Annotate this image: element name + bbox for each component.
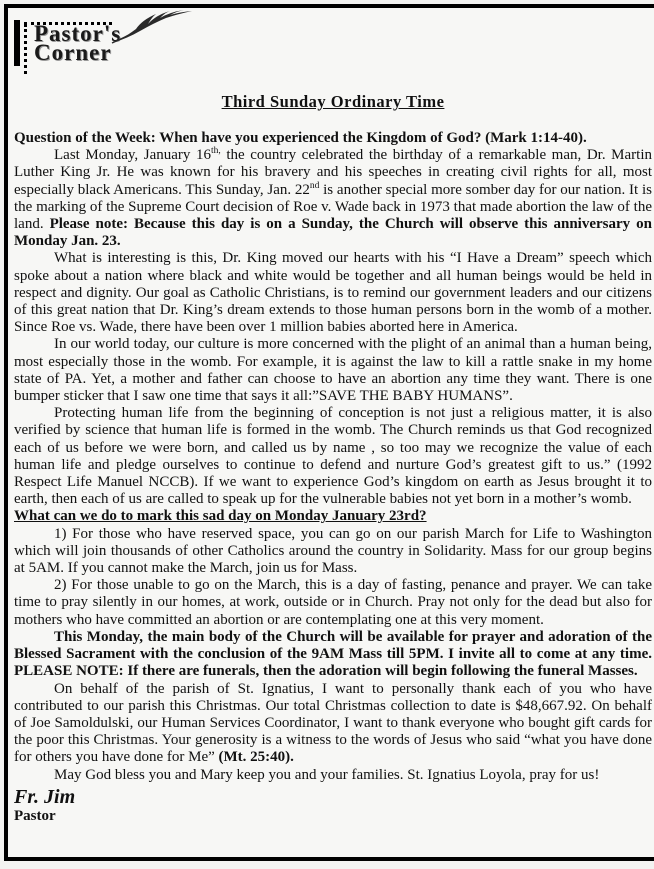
paragraph-blessing: May God bless you and Mary keep you and your families. St. Ignatius Loyola, pray for us! [54,766,600,783]
superscript-th: th, [211,146,221,157]
logo-text-line2: Corner [34,40,112,65]
subheading-sad-day: What can we do to mark this sad day on Monday January 23rd? [14,508,427,525]
paragraph-protecting-life: Protecting human life from the beginning of conception is not just a religious matter, it is also verified by science that human life is formed in the womb. The Church reminds us that God recognized each of us before we were born, and called us by name , so too may we recognize the value of each human life and pledge ourselves to continue to defend and nurture God’s greatest gift to us.” (1992 Respect Life Manuel NCCB). If we want to experience God’s kingdom on earth as Jesus brought it to earth, then each of us are called to speak up for the vulnerable babies not yet born in a mother’s womb. [14,405,652,508]
superscript-nd: nd [309,180,320,191]
paragraph-culture: In our world today, our culture is more concerned with the plight of an animal than a human being, most especially those in the womb. For example, it is against the law to kill a rattle snake in my home state of PA. Yet, a mother and father can choose to have an abortion any time they want. There is one bumper sticker that I saw one time that says it all:”SAVE THE BABY HUMANS”. [14,336,652,405]
question-of-week: Question of the Week: When have you experienced the Kingdom of God? (Mark 1:14-40). [14,130,587,146]
signature-title: Pastor [14,807,56,824]
signature: Fr. Jim [14,785,76,808]
quill-feather-icon [110,10,194,49]
article-body [14,130,652,825]
paragraph-mlk: Last Monday, January $16^{th,}$ the country celebrated the birthday of a remarkable man, Dr. Martin Luther King Jr. He was known for his bravery and his speeches in creating civil rights for all, most especially black Americans. This Sunday, Jan. 22nd is another special more somber day for our nation. It is the marking of the Supreme Court decision of Roe v. Wade back in 1973 that made abortion the law of the land. Please note: Because this day is on a Sunday, the Church will observe this anniversary on Monday Jan. 23. [14,146,652,250]
pastors-corner-logo [14,12,204,76]
paragraph-adoration-bold: This Monday, the main body of the Church will be available for prayer and adoration of the Blessed Sacrament with the conclusion of the 9AM Mass till 5PM. I invite all to come at any time. PLEASE NOTE: If there are funerals, then the adoration will begin following the funeral Masses. [14,628,652,680]
logo-text [34,21,122,65]
logo-vertical-bar [14,20,20,66]
page-title: Third Sunday Ordinary Time [221,92,445,111]
logo-text-line1: Pastor's [34,21,122,46]
scripture-reference-bold: (Mt. 25:40). [218,749,294,766]
please-note-bold: Please note: Because this day is on a Sunday, the Church will observe this anniversary on Monday Jan. 23. [14,216,652,250]
paragraph-dream: What is interesting is this, Dr. King moved our hearts with his “I Have a Dream” speech which spoke about a nation where black and white would be together and all human beings would be held in respect and dignity. Our goal as Catholic Christians, is to remind our government leaders and our citizens of this great nation that Dr. King’s dream extends to those human persons born in the womb of a mother. Since Roe vs. Wade, there have been over 1 million babies aborted here in America. [14,250,652,336]
document-page [4,4,654,861]
paragraph-fasting-prayer: 2) For those unable to go on the March, this is a day of fasting, penance and prayer. We can take time to pray silently in our homes, at work, outside or in Church. Pray not only for the dead but also for mothers who have committed an abortion or are contemplating one at this very moment. [14,577,652,628]
paragraph-march-for-life: 1) For those who have reserved space, you can go on our parish March for Life to Washington which will join thousands of other Catholics around the country in Solidarity. Mass for our group begins at 5AM. If you cannot make the March, join us for Mass. [14,525,652,577]
paragraph-christmas-thanks: On behalf of the parish of St. Ignatius, I want to personally thank each of you who have contributed to our parish this Christmas. Our total Christmas collection to date is $48,667.92. On behalf of Joe Samoldulski, our Human Services Coordinator, I want to thank everyone who bought gift cards for the poor this Christmas. Your generosity is a witness to the words of Jesus who said “what you have done for others you have done for Me” (Mt. 25:40). [14,680,652,766]
logo-dotted-line-vertical [24,24,27,74]
